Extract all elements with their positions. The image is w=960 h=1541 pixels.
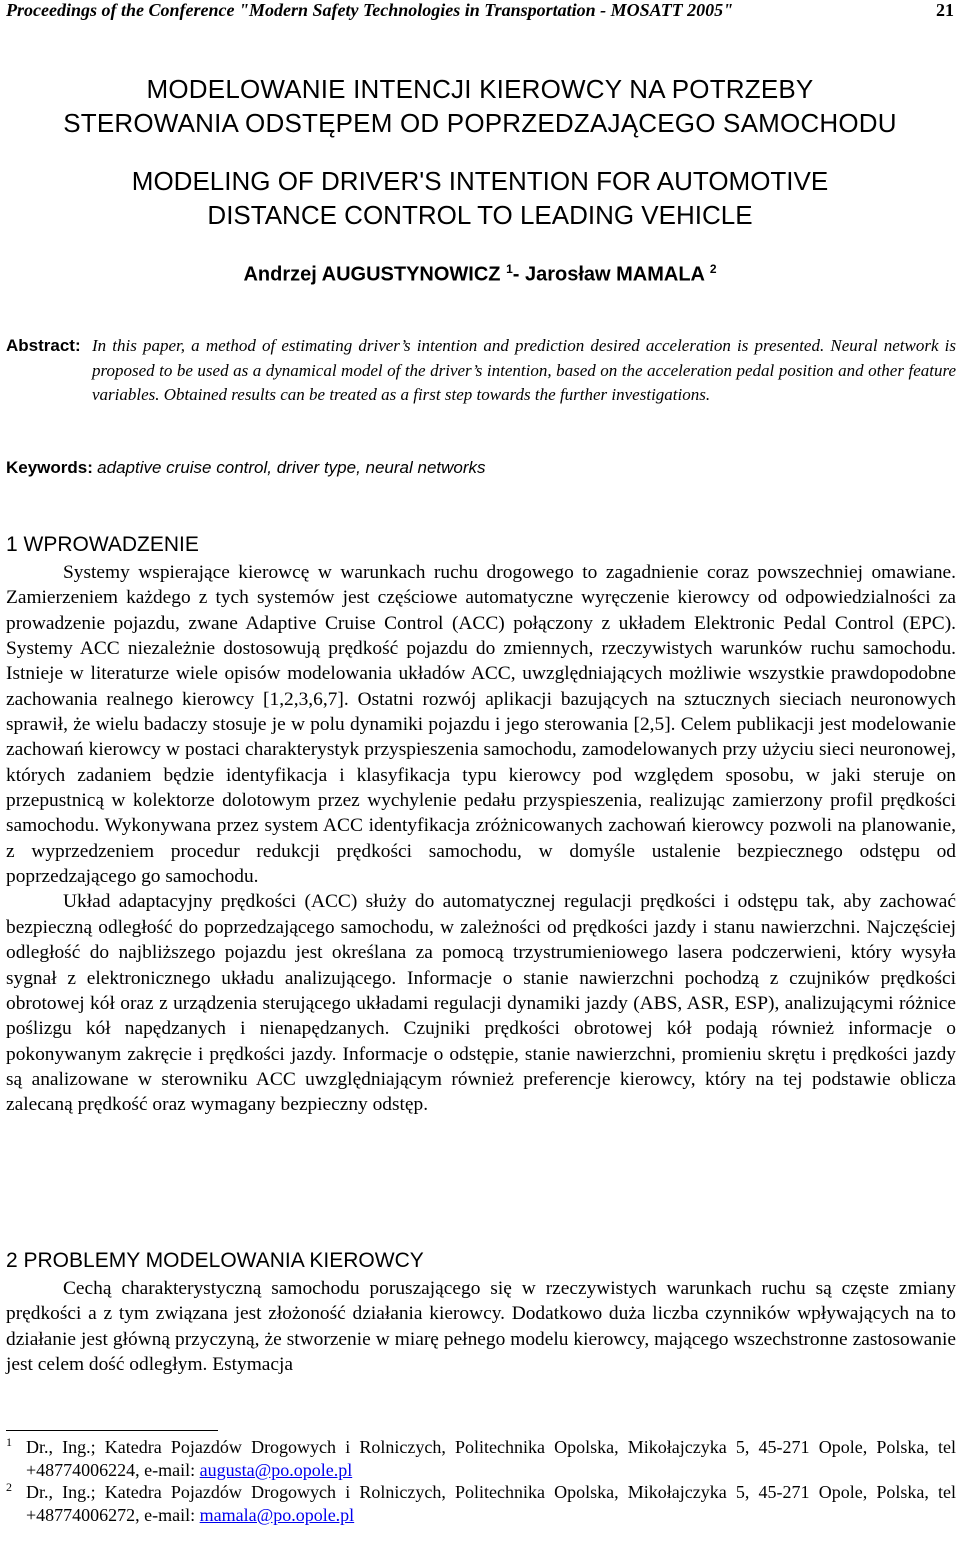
footnote-mark: 2	[6, 1480, 12, 1494]
section-heading: 2 PROBLEMY MODELOWANIA KIEROWCY	[6, 1249, 424, 1272]
footnote	[6, 1481, 956, 1526]
authors-line	[0, 256, 960, 288]
paragraph: Systemy wspierające kierowcę w warunkach ruchu drogowego to zagadnienie coraz powszechniej omawiane. Zamierzeniem każdego z tych systemów jest częściowe automatyczne wyręczenie kierowcy od odpowiedzialności za prowadzenie pojazdu, zwane Adaptive Cruise Control (ACC) połączony z układem Elektronic Pedal Control (EPC). Systemy ACC niezależnie dostosowują prędkość pojazdu do zmiennych, rzeczywistych warunków ruchu samochodu. Istnieje w literaturze wiele opisów modelowania układów ACC, uwzględniających możliwie wszystkie prawdopodobne zachowania realnego kierowcy [1,2,3,6,7]. Ostatni rozwój aplikacji bazujących na sztucznych sieciach neuronowych sprawił, że wielu badaczy stosuje je w polu dynamiki pojazdu i jego sterowania [2,5]. Celem publikacji jest modelowanie zachowań kierowcy w postaci charakterystyk przyspieszenia samochodu, zamodelowanych przy użyciu sieci neuronowej, których zadaniem będzie identyfikacja i klasyfikacja typu kierowcy pod względem sposobu, w jaki steruje on przepustnicą w kolektorze dolotowym przez wychylenie pedału przyspieszenia, realizując zamierzony profil prędkości samochodu. Wykonywana przez system ACC identyfikacja zróżnicowanych zachowań kierowcy pozwoli na planowanie, z wyprzedzeniem procedur redukcji prędkości samochodu, w domyśle ustalenie bezpiecznego odstępu od poprzedzającego go samochodu.	[6, 562, 956, 888]
english-title-line: DISTANCE CONTROL TO LEADING VEHICLE	[207, 200, 753, 230]
author-name: Andrzej AUGUSTYNOWICZ	[243, 263, 501, 286]
section-heading: 1 WPROWADZENIE	[6, 533, 199, 556]
running-header	[6, 0, 954, 21]
footnote	[6, 1436, 956, 1481]
footnote-mark: 1	[506, 262, 513, 276]
footnote-text: Dr., Ing.; Katedra Pojazdów Drogowych i Rolniczych, Politechnika Opolska, Mikołajczyka 5, 45-271 Opole, Polska, tel +48774006272, e-mail:	[26, 1482, 956, 1525]
polish-title	[0, 72, 960, 140]
footnote-mark: 2	[709, 262, 717, 276]
section-body	[6, 560, 956, 1118]
english-title	[0, 164, 960, 232]
author-name: - Jarosław MAMALA	[512, 263, 705, 286]
keywords	[6, 456, 956, 480]
paragraph: Układ adaptacyjny prędkości (ACC) służy do automatycznej regulacji prędkości i odstępu tak, aby zachować bezpieczną odległość do poprzedzającego samochodu, w zależności od prędkości jazdy i stanu nawierzchni. Najczęściej odległość do najbliższego pojazdu jest określana za pomocą trzystrumieniowego lasera podczerwieni, który wysyła sygnał z elektronicznego układu analizującego. Informacje o stanie nawierzchni pochodzą z czujników prędkości obrotowej kół oraz z urządzenia sterującego układami regulacji dynamiki jazdy (ABS, ASR, ESP), analizującymi różnice poślizgu kół napędzanych i nienapędzanych. Czujniki prędkości obrotowej kół podają również informacje o pokonywanym zakręcie i prędkości jazdy. Informacje o odstępie, stanie nawierzchni, promieniu skrętu i prędkości jazdy są analizowane w sterowniku ACC uwzględniającym również preferencje kierowcy, który na tej podstawie oblicza zalecaną prędkość oraz wymagany bezpieczny odstęp.	[6, 891, 956, 1116]
email-link[interactable]: augusta@po.opole.pl	[199, 1459, 353, 1480]
paragraph: Cechą charakterystyczną samochodu poruszającego się w rzeczywistych warunkach ruchu są częste zmiany prędkości a z tym związana jest złożoność działania kierowcy. Dodatkowo duża liczba czynników wpływających na to działanie jest główną przyczyną, że stworzenie w miarę pełnego modelu kierowcy, mającego wszechstronne zastosowanie jest celem dość odległym. Estymacja	[6, 1278, 956, 1376]
footnote-text: Dr., Ing.; Katedra Pojazdów Drogowych i Rolniczych, Politechnika Opolska, Mikołajczyka 5, 45-271 Opole, Polska, tel +48774006224, e-mail:	[26, 1437, 956, 1480]
footnote-mark: 1	[6, 1435, 12, 1449]
section-body	[6, 1276, 956, 1377]
polish-title-line: STEROWANIA ODSTĘPEM OD POPRZEDZAJĄCEGO SAMOCHODU	[63, 108, 897, 138]
abstract-label: Abstract:	[6, 336, 81, 355]
keywords-text: adaptive cruise control, driver type, neural networks	[97, 458, 486, 477]
footnotes	[6, 1436, 956, 1526]
page-number: 21	[936, 0, 954, 20]
english-title-line: MODELING OF DRIVER'S INTENTION FOR AUTOMOTIVE	[131, 166, 829, 196]
footnote-divider	[6, 1430, 218, 1431]
abstract-text: In this paper, a method of estimating driver’s intention and prediction desired acceleration is presented. Neural network is proposed to be used as a dynamical model of the driver’s intention, based on the acceleration pedal position and other feature variables. Obtained results can be treated as a first step towards the further investigations.	[92, 336, 956, 404]
polish-title-line: MODELOWANIE INTENCJI KIEROWCY NA POTRZEBY	[146, 74, 814, 104]
proceedings-title: Proceedings of the Conference "Modern Safety Technologies in Transportation - MOSATT 2005"	[6, 0, 734, 20]
keywords-label: Keywords:	[6, 458, 93, 477]
email-link[interactable]: mamala@po.opole.pl	[199, 1504, 355, 1525]
abstract	[6, 334, 956, 408]
